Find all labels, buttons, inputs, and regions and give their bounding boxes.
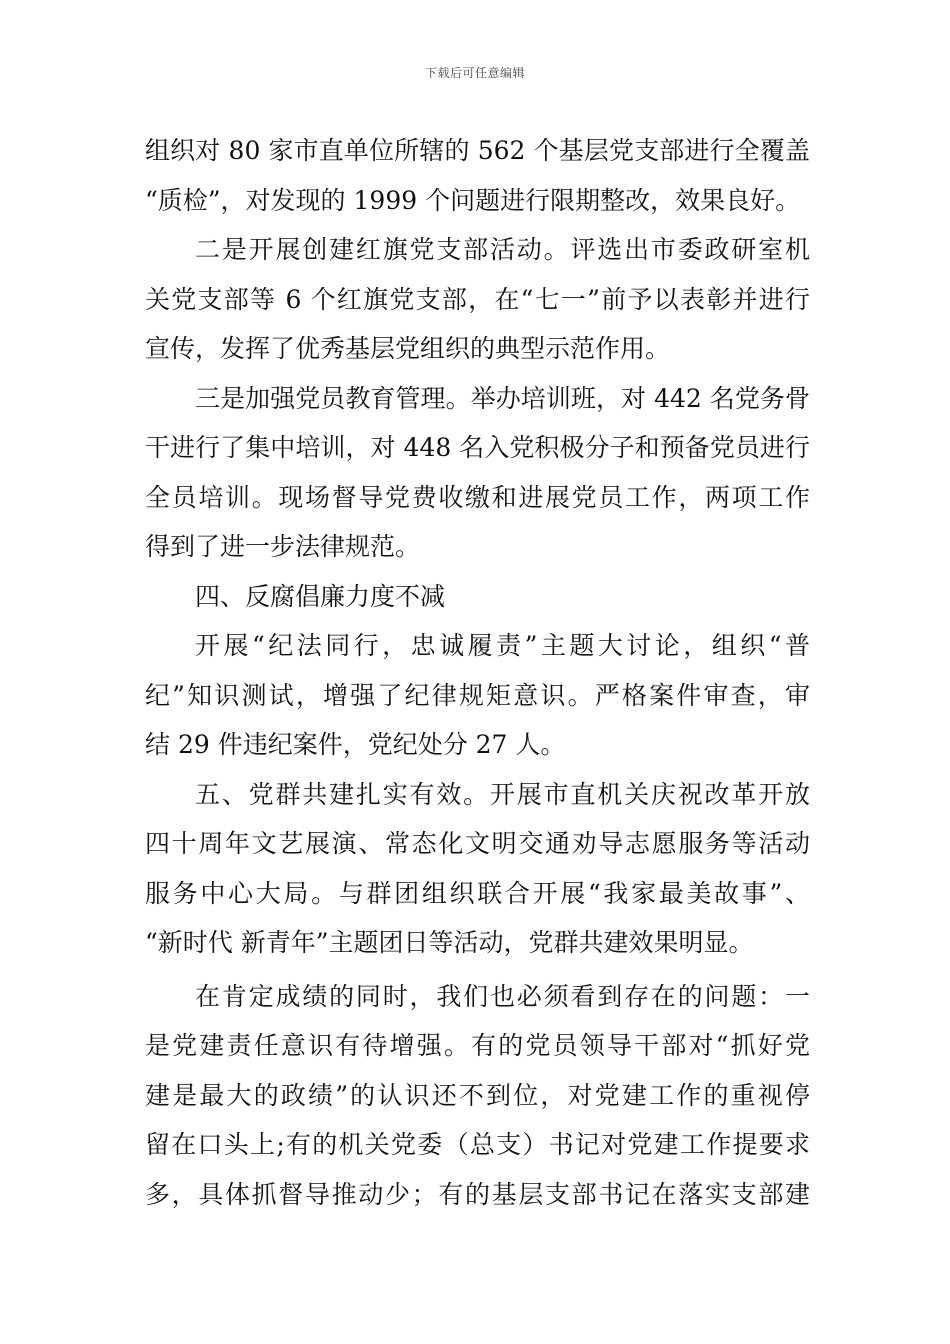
text-line: 留在口头上;有的机关党委（总支）书记对党建工作提要求: [145, 1130, 810, 1159]
text-line: 宣传，发挥了优秀基层党组织的典型示范作用。: [145, 334, 671, 363]
page-header: 下载后可任意编辑: [424, 66, 525, 80]
text-line: 三是加强党员教育管理。举办培训班，对 442 名党务骨: [195, 383, 810, 413]
text-line: 四十周年文艺展演、常态化文明交通劝导志愿服务等活动: [145, 829, 810, 858]
text-line: 结 29 件违纪案件，党纪处分 27 人。: [145, 730, 566, 759]
text-line: 纪”知识测试，增强了纪律规矩意识。严格案件审查，审: [145, 680, 810, 710]
section-heading: 四、反腐倡廉力度不减: [195, 581, 446, 611]
text-line: 开展“纪法同行，忠诚履责”主题大讨论，组织“普: [195, 631, 810, 660]
text-line: 在肯定成绩的同时，我们也必须看到存在的问题：一: [195, 981, 810, 1011]
text-line: 五、党群共建扎实有效。开展市直机关庆祝改革开放: [195, 779, 810, 809]
text-line: 干进行了集中培训，对 448 名入党积极分子和预备党员进行: [145, 433, 810, 462]
text-line: 组织对 80 家市直单位所辖的 562 个基层党支部进行全覆盖: [145, 136, 810, 165]
text-line: 建是最大的政绩”的认识还不到位，对党建工作的重视停: [145, 1080, 810, 1110]
text-line: 多，具体抓督导推动少；有的基层支部书记在落实支部建: [145, 1179, 810, 1209]
text-line: 全员培训。现场督导党费收缴和进展党员工作，两项工作: [145, 482, 810, 512]
text-line: 关党支部等 6 个红旗党支部，在“七一”前予以表彰并进行: [145, 284, 810, 314]
text-line: 是党建责任意识有待增强。有的党员领导干部对“抓好党: [145, 1031, 810, 1060]
text-line: 服务中心大局。与群团组织联合开展“我家最美故事”、: [145, 878, 810, 908]
text-line: “质检”，对发现的 1999 个问题进行限期整改，效果良好。: [145, 185, 801, 215]
document-body: [145, 126, 810, 1219]
text-line: “新时代 新青年”主题团日等活动，党群共建效果明显。: [145, 928, 754, 957]
text-line: 二是开展创建红旗党支部活动。评选出市委政研室机: [195, 235, 810, 264]
text-line: 得到了进一步法律规范。: [145, 532, 421, 561]
